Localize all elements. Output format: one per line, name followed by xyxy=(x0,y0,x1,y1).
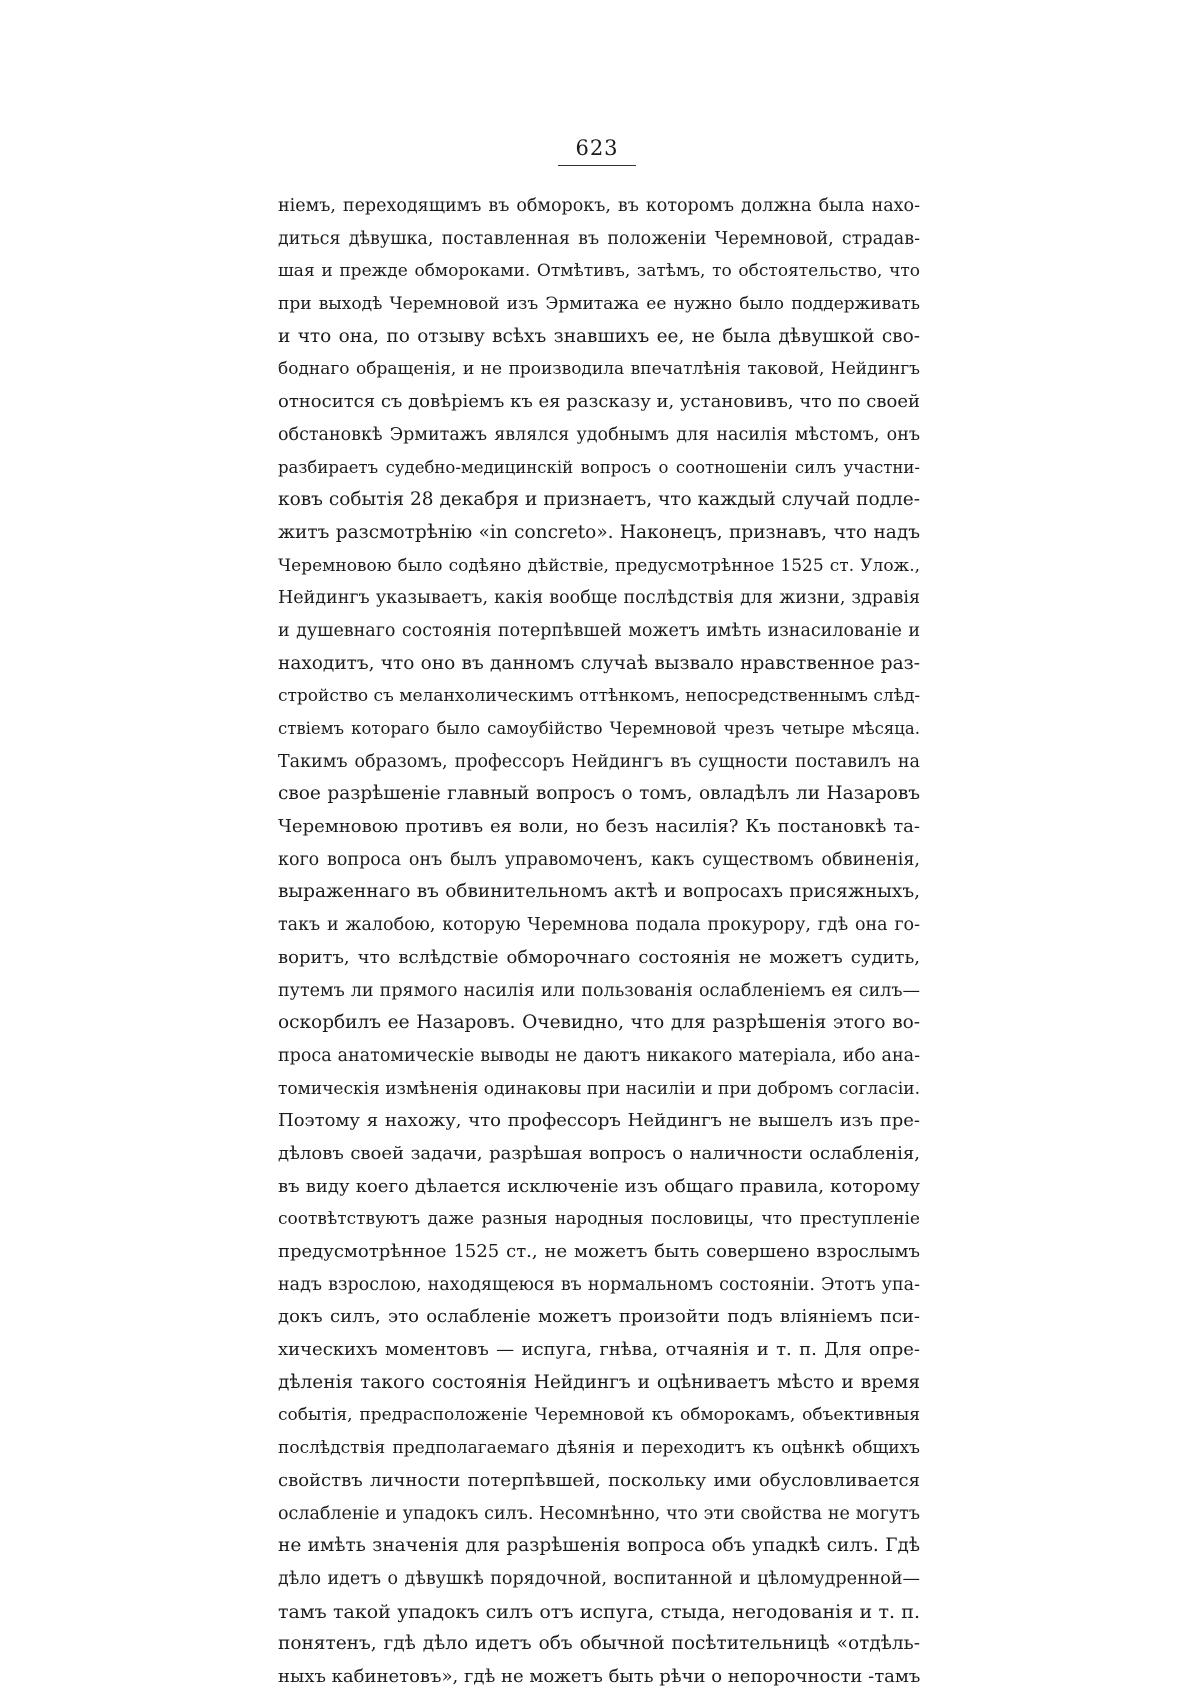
text-line: Черемновою противъ ея воли, но безъ насилія? Къ постановкѣ та- xyxy=(278,816,920,838)
text-line: надъ взрослою, находящеюся въ нормальномъ состояніи. Этотъ упа- xyxy=(278,1274,920,1295)
text-line: боднаго обращенія, и не производила впечатлѣнія таковой, Нейдингъ xyxy=(278,359,920,380)
text-line: кого вопроса онъ былъ управомоченъ, какъ существомъ обвиненія, xyxy=(278,849,920,870)
text-line: такъ и жалобою, которую Черемнова подала прокурору, гдѣ она го- xyxy=(278,915,920,936)
text-line: Такимъ образомъ, профессоръ Нейдингъ въ сущности поставилъ на xyxy=(278,751,920,772)
text-line: выраженнаго въ обвинительномъ актѣ и вопросахъ присяжныхъ, xyxy=(278,881,920,903)
text-line: ныхъ кабинетовъ», гдѣ не можетъ быть рѣчи о непорочности -тамъ xyxy=(278,1665,920,1687)
text-line: воритъ, что вслѣдствіе обморочнаго состоянія не можетъ судить, xyxy=(278,946,920,968)
text-line: и что она, по отзыву всѣхъ знавшихъ ее, не была дѣвушкой сво- xyxy=(278,325,920,347)
text-line: хическихъ моментовъ — испуга, гнѣва, отчаянія и т. п. Для опре- xyxy=(278,1339,920,1361)
text-line: разбираетъ судебно-медицинскій вопросъ о соотношеніи силъ участни- xyxy=(278,457,920,477)
text-line: томическія измѣненія одинаковы при насиліи и при добромъ согласіи. xyxy=(278,1078,920,1099)
text-line: дѣленія такого состоянія Нейдингъ и оцѣниваетъ мѣсто и время xyxy=(278,1371,920,1393)
text-line: житъ разсмотрѣнію «in concreto». Наконецъ, признавъ, что надъ xyxy=(278,521,920,543)
text-line: свойствъ личности потерпѣвшей, поскольку ими обусловливается xyxy=(278,1469,920,1491)
text-line: и душевнаго состоянія потерпѣвшей можетъ имѣть изнасилованіе и xyxy=(278,620,920,641)
text-line: докъ силъ, это ослабленіе можетъ произойти подъ вліяніемъ пси- xyxy=(278,1306,920,1328)
text-line: ніемъ, переходящимъ въ обморокъ, въ которомъ должна была нахо- xyxy=(278,196,920,216)
text-line: тамъ такой упадокъ силъ отъ испуга, стыда, негодованія и т. п. xyxy=(278,1600,920,1623)
text-line: проса анатомическіе выводы не даютъ никакого матеріала, ибо ана- xyxy=(278,1045,920,1066)
text-line: стройство съ меланхолическимъ оттѣнкомъ, непосредственнымъ слѣд- xyxy=(278,686,920,707)
text-line: дѣло идетъ о дѣвушкѣ порядочной, воспитанной и цѣломудренной— xyxy=(278,1568,920,1589)
text-line: ковъ событія 28 декабря и признаетъ, что каждый случай подле- xyxy=(278,489,920,511)
text-line: находитъ, что оно въ данномъ случаѣ вызвало нравственное раз- xyxy=(278,652,920,674)
text-line: относится съ довѣріемъ къ ея разсказу и, установивъ, что по своей xyxy=(278,391,920,413)
text-line: дѣловъ своей задачи, разрѣшая вопросъ о наличности ослабленія, xyxy=(278,1142,920,1164)
text-line: послѣдствія предполагаемаго дѣянія и переходитъ къ оцѣнкѣ общихъ xyxy=(278,1438,920,1459)
text-line: при выходѣ Черемновой изъ Эрмитажа ее нужно было поддерживать xyxy=(278,294,920,315)
text-line: ствіемъ котораго было самоубійство Черемновой чрезъ четыре мѣсяца. xyxy=(278,719,920,738)
text-line: понятенъ, гдѣ дѣло идетъ объ обычной посѣтительницѣ «отдѣль- xyxy=(278,1633,920,1655)
text-line: шая и прежде обмороками. Отмѣтивъ, затѣмъ, то обстоятельство, что xyxy=(278,261,920,282)
text-line: событія, предрасположеніе Черемновой къ обморокамъ, объективныя xyxy=(278,1405,920,1426)
body-text xyxy=(278,190,920,1694)
text-line: Поэтому я нахожу, что профессоръ Нейдингъ не вышелъ изъ пре- xyxy=(278,1110,920,1132)
text-line: предусмотрѣнное 1525 ст., не можетъ быть совершено взрослымъ xyxy=(278,1241,920,1262)
text-line: соотвѣтствуютъ даже разныя народныя пословицы, что преступленіе xyxy=(278,1209,920,1230)
text-line: Нейдингъ указываетъ, какія вообще послѣдствія для жизни, здравія xyxy=(278,588,920,609)
text-line: въ виду коего дѣлается исключеніе изъ общаго правила, которому xyxy=(278,1175,920,1197)
text-line: Черемновою было содѣяно дѣйствіе, предусмотрѣнное 1525 ст. Улож., xyxy=(278,555,920,576)
page-number: 623 xyxy=(575,136,619,160)
page-number-underline xyxy=(558,165,636,166)
text-line: путемъ ли прямого насилія или пользованія ослабленіемъ ея силъ— xyxy=(278,980,920,1001)
text-line: ослабленіе и упадокъ силъ. Несомнѣнно, что эти свойства не могутъ xyxy=(278,1503,920,1524)
text-line: не имѣть значенія для разрѣшенія вопроса объ упадкѣ силъ. Гдѣ xyxy=(278,1535,920,1557)
text-line: свое разрѣшеніе главный вопросъ о томъ, овладѣлъ ли Назаровъ xyxy=(278,783,920,805)
text-line: диться дѣвушка, поставленная въ положеніи Черемновой, страдав- xyxy=(278,228,920,249)
text-line: оскорбилъ ее Назаровъ. Очевидно, что для разрѣшенія этого во- xyxy=(278,1012,920,1034)
text-line: обстановкѣ Эрмитажъ являлся удобнымъ для насилія мѣстомъ, онъ xyxy=(278,424,920,445)
